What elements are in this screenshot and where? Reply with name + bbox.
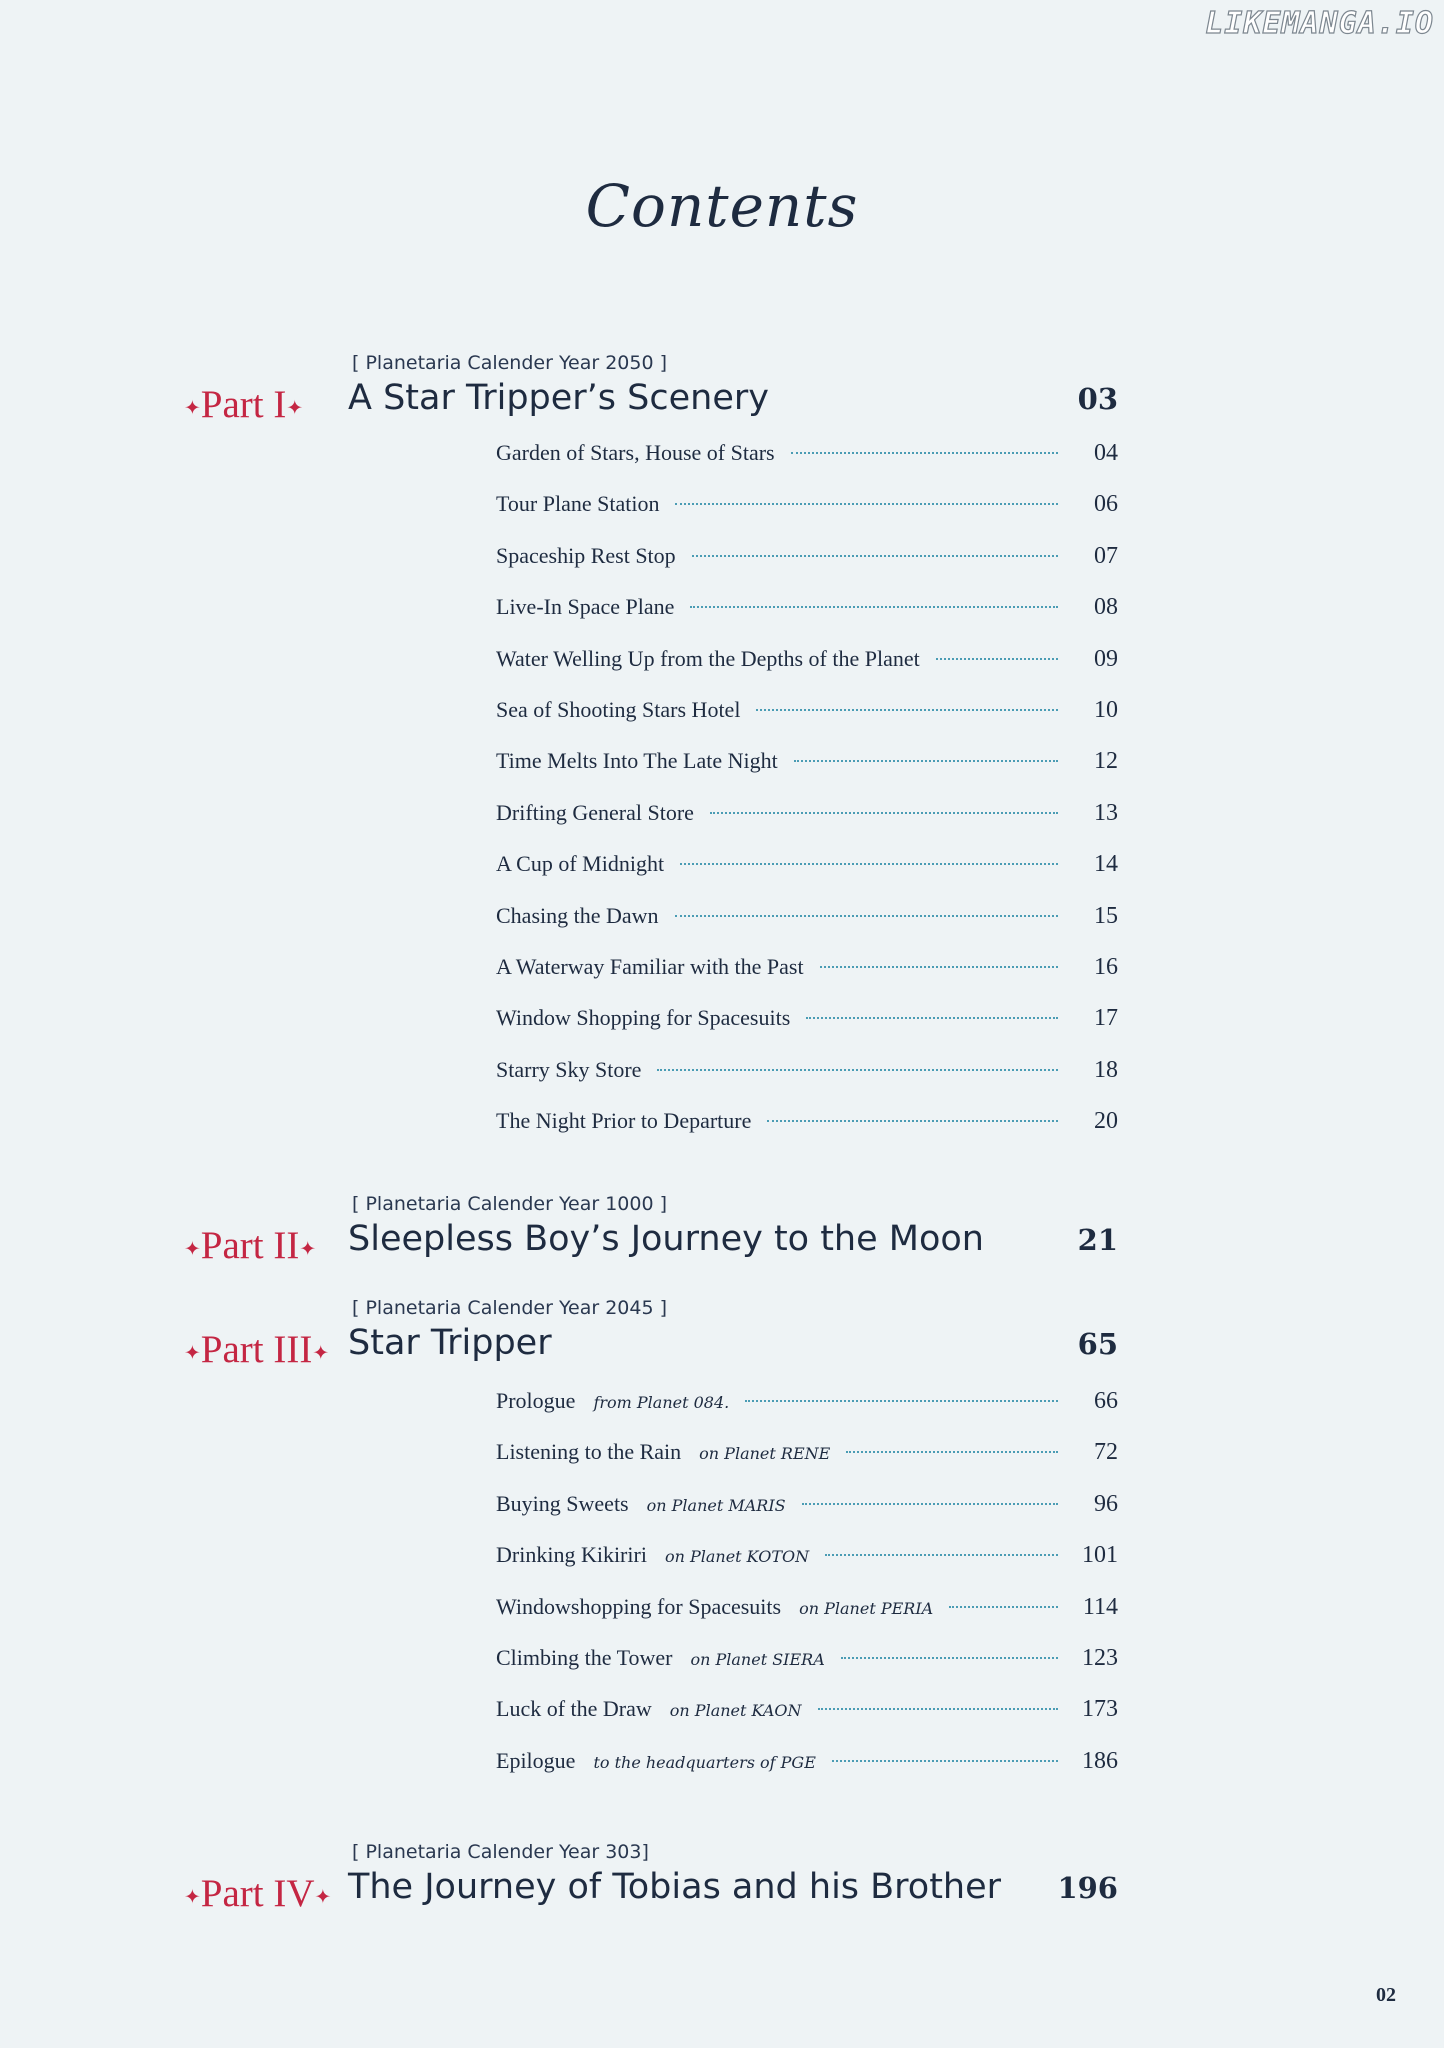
part-4-label-text: Part IV: [200, 1872, 315, 1915]
toc-entry-title: Chasing the Dawn: [496, 902, 659, 928]
toc-entry-planet: to the headquarters of PGE: [593, 1752, 816, 1772]
toc-entry-title: Windowshopping for Spacesuits: [496, 1593, 782, 1619]
dot-leader: [820, 966, 1058, 968]
toc-entry[interactable]: [496, 1748, 1118, 1799]
toc-entry-page: 186: [1082, 1747, 1118, 1774]
dot-leader: [791, 452, 1058, 454]
sparkle-icon: ✦: [184, 1238, 201, 1261]
toc-entry-page: 18: [1094, 1056, 1118, 1083]
toc-entry-page: 20: [1094, 1108, 1118, 1135]
part-1-era: [ Planetaria Calender Year 2050 ]: [352, 352, 668, 374]
sparkle-icon: ✦: [184, 1886, 201, 1909]
toc-entry[interactable]: [496, 748, 1118, 799]
toc-entry-title: Tour Plane Station: [496, 491, 660, 517]
part-3-era: [ Planetaria Calender Year 2045 ]: [352, 1297, 668, 1319]
part-3-title[interactable]: Star Tripper: [348, 1323, 552, 1363]
toc-entry-title: Prologue: [496, 1388, 576, 1413]
toc-entry-page: 04: [1094, 440, 1118, 466]
dot-leader: [802, 1503, 1058, 1505]
toc-entry-planet: on Planet KAON: [669, 1701, 802, 1721]
sparkle-icon: ✦: [299, 1238, 317, 1261]
toc-entry-title: Starry Sky Store: [496, 1056, 642, 1082]
sparkle-icon: ✦: [314, 1886, 332, 1909]
dot-leader: [832, 1760, 1058, 1762]
toc-entry[interactable]: [496, 1439, 1118, 1490]
site-watermark: LIKEMANGA.IO: [1205, 6, 1434, 41]
toc-entry-page: 13: [1094, 799, 1118, 826]
dot-leader: [710, 812, 1058, 814]
dot-leader: [692, 555, 1058, 557]
toc-entry-title: Window Shopping for Spacesuits: [496, 1005, 791, 1031]
toc-entry-title: Climbing the Tower: [496, 1644, 673, 1670]
dot-leader: [680, 863, 1058, 865]
toc-entry-page: 15: [1094, 902, 1118, 929]
toc-entry-title: A Cup of Midnight: [496, 851, 665, 877]
toc-entry-title: A Waterway Familiar with the Past: [496, 953, 804, 979]
toc-entry-title: Sea of Shooting Stars Hotel: [496, 696, 741, 722]
dot-leader: [846, 1451, 1058, 1453]
toc-entry-page: 08: [1094, 594, 1118, 621]
part-1-label-text: Part I: [200, 383, 287, 426]
toc-entry-planet: on Planet RENE: [699, 1444, 831, 1464]
toc-entry-page: 12: [1094, 748, 1118, 775]
dot-leader: [745, 1400, 1058, 1402]
toc-entry-title: Listening to the Rain: [496, 1439, 682, 1465]
dot-leader: [657, 1069, 1058, 1071]
dot-leader: [675, 915, 1058, 917]
toc-entry[interactable]: [496, 697, 1118, 748]
toc-entry-page: 06: [1094, 491, 1118, 518]
dot-leader: [949, 1606, 1058, 1608]
part-2-era: [ Planetaria Calender Year 1000 ]: [352, 1193, 668, 1215]
toc-entry[interactable]: [496, 1645, 1118, 1696]
toc-entry-title: Epilogue: [496, 1747, 576, 1773]
toc-entry-page: 16: [1094, 953, 1118, 980]
toc-entry[interactable]: [496, 1108, 1118, 1159]
dot-leader: [690, 606, 1058, 608]
part-4-page: 196: [1057, 1871, 1118, 1905]
toc-entry-title: Garden of Stars, House of Stars: [496, 440, 775, 465]
sparkle-icon: ✦: [286, 397, 304, 420]
part-2-label-text: Part II: [200, 1224, 300, 1267]
toc-entry[interactable]: [496, 1388, 1118, 1439]
part-4-title[interactable]: The Journey of Tobias and his Brother: [348, 1867, 1002, 1907]
sparkle-icon: ✦: [184, 397, 201, 420]
part-3-entries: [496, 1388, 1118, 1799]
toc-entry-page: 17: [1094, 1005, 1118, 1032]
toc-entry-page: 14: [1094, 851, 1118, 878]
toc-entry-title: Spaceship Rest Stop: [496, 542, 676, 568]
page-title: Contents: [585, 172, 859, 240]
toc-entry-title: Luck of the Draw: [496, 1696, 652, 1722]
toc-entry-title: Live-In Space Plane: [496, 594, 675, 620]
toc-entry-title: Water Welling Up from the Depths of the Planet: [496, 645, 920, 671]
toc-entry-page: 101: [1082, 1542, 1118, 1569]
toc-entry-title: Drinking Kikiriri: [496, 1542, 647, 1568]
part-2-title[interactable]: Sleepless Boy’s Journey to the Moon: [348, 1219, 984, 1259]
part-1-entries: [496, 440, 1118, 1159]
toc-entry-planet: on Planet MARIS: [646, 1495, 786, 1515]
toc-entry-title: Buying Sweets: [496, 1490, 629, 1516]
dot-leader: [794, 760, 1058, 762]
toc-entry[interactable]: [496, 594, 1118, 645]
dot-leader: [825, 1554, 1058, 1556]
toc-entry[interactable]: [496, 1594, 1118, 1645]
toc-entry-planet: from Planet 084.: [593, 1393, 730, 1412]
part-4-era: [ Planetaria Calender Year 303]: [352, 1841, 649, 1863]
toc-entry[interactable]: [496, 954, 1118, 1005]
toc-entry-title: Drifting General Store: [496, 799, 694, 825]
dot-leader: [936, 658, 1058, 660]
toc-entry-page: 123: [1082, 1644, 1118, 1671]
toc-entry[interactable]: [496, 1542, 1118, 1593]
toc-entry-page: 07: [1094, 542, 1118, 569]
page-number: 02: [1376, 1984, 1396, 2006]
part-2-page: 21: [1077, 1223, 1118, 1257]
toc-entry-title: Time Melts Into The Late Night: [496, 748, 778, 774]
toc-entry[interactable]: [496, 543, 1118, 594]
part-3-page: 65: [1077, 1327, 1118, 1361]
toc-entry-page: 173: [1082, 1696, 1118, 1723]
part-3-label-text: Part III: [200, 1328, 313, 1371]
dot-leader: [818, 1708, 1059, 1710]
dot-leader: [675, 503, 1058, 505]
dot-leader: [806, 1017, 1058, 1019]
toc-entry[interactable]: [496, 1696, 1118, 1747]
toc-entry-title: The Night Prior to Departure: [496, 1108, 752, 1134]
toc-entry[interactable]: [496, 646, 1118, 697]
toc-entry-page: 72: [1094, 1439, 1118, 1466]
part-2-label: [184, 1223, 316, 1268]
toc-entry-planet: on Planet PERIA: [799, 1598, 934, 1618]
dot-leader: [841, 1657, 1058, 1659]
toc-entry-planet: on Planet SIERA: [690, 1649, 825, 1669]
toc-entry-page: 96: [1094, 1490, 1118, 1517]
toc-entry[interactable]: [496, 1057, 1118, 1108]
toc-entry-page: 09: [1094, 645, 1118, 672]
dot-leader: [767, 1120, 1058, 1122]
part-1-title[interactable]: A Star Tripper’s Scenery: [348, 378, 769, 418]
dot-leader: [756, 709, 1058, 711]
toc-entry[interactable]: [496, 491, 1118, 542]
toc-entry-page: 66: [1094, 1388, 1118, 1414]
toc-entry[interactable]: [496, 903, 1118, 954]
part-4-label: [184, 1871, 331, 1916]
part-3-label: [184, 1327, 329, 1372]
toc-entry[interactable]: [496, 1491, 1118, 1542]
sparkle-icon: ✦: [312, 1342, 330, 1365]
toc-entry[interactable]: [496, 800, 1118, 851]
toc-entry[interactable]: [496, 440, 1118, 491]
part-1-label: [184, 382, 303, 427]
toc-entry-page: 114: [1082, 1593, 1118, 1620]
sparkle-icon: ✦: [184, 1342, 201, 1365]
toc-entry-page: 10: [1094, 696, 1118, 723]
toc-entry-planet: on Planet KOTON: [664, 1547, 810, 1567]
toc-entry[interactable]: [496, 1005, 1118, 1056]
toc-entry[interactable]: [496, 851, 1118, 902]
part-1-page: 03: [1077, 382, 1118, 416]
